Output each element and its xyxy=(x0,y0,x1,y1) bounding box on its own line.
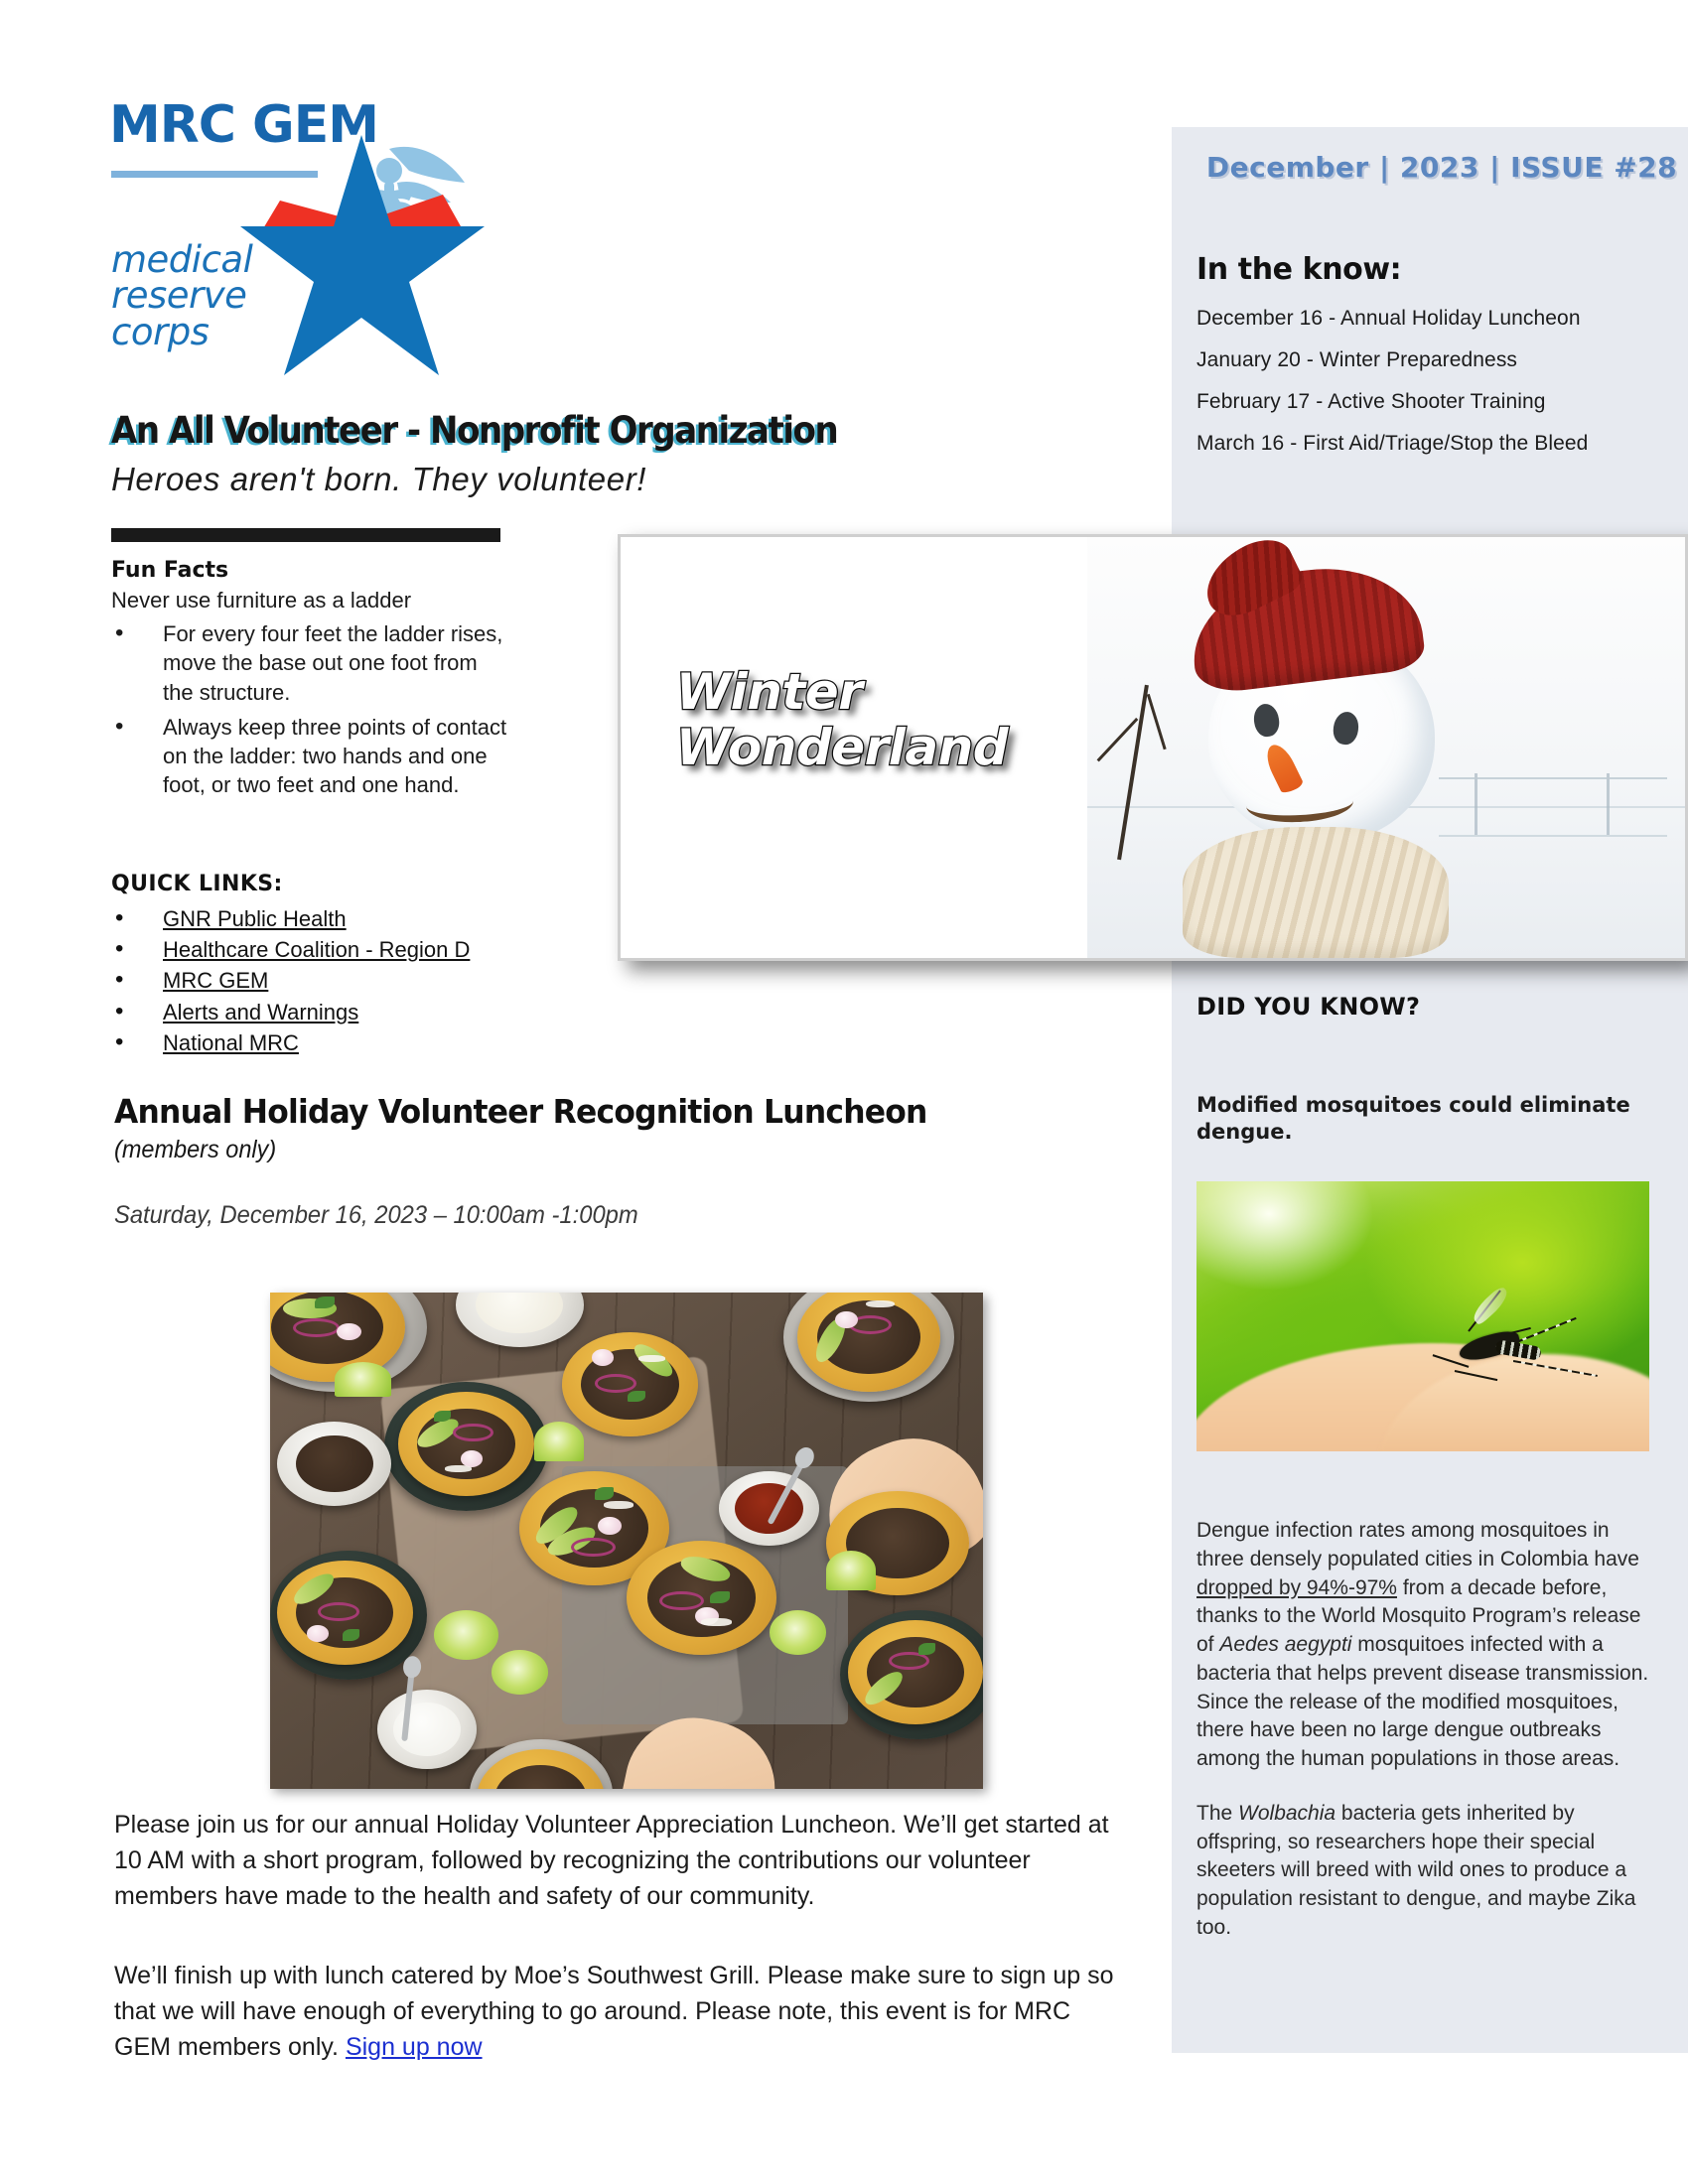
logo-subtext-line-3: corps xyxy=(111,310,210,353)
lime-wedge xyxy=(826,1551,876,1590)
queso-fresco xyxy=(476,1293,563,1333)
tostada xyxy=(398,1392,533,1496)
luncheon-heading: Annual Holiday Volunteer Recognition Luncheon xyxy=(114,1092,927,1131)
radish-slice xyxy=(598,1517,622,1535)
meat-bowl xyxy=(277,1422,391,1506)
list-item xyxy=(111,934,528,965)
dyk-paragraph-2 xyxy=(1196,1800,1653,1943)
cilantro xyxy=(343,1629,360,1641)
red-salsa xyxy=(735,1483,802,1534)
list-item: • Always keep three points of contact on the ladder: two hands and one foot, or two feet and one hand. xyxy=(111,713,508,800)
did-you-know-subheading: Modified mosquitoes could eliminate dengue. xyxy=(1196,1093,1630,1144)
logo-subtext xyxy=(111,238,253,353)
radish-slice xyxy=(592,1349,614,1366)
pickled-onion xyxy=(595,1374,635,1393)
crema-drizzle xyxy=(638,1355,665,1362)
luncheon-paragraph-2-text: We’ll finish up with lunch catered by Moe’s Southwest Grill. Please make sure to sign up so that we will have enough of everything to go around. Please note, this event is for MRC GEM members only. xyxy=(114,1962,1114,2061)
salsa-bowl xyxy=(719,1471,819,1546)
crema-drizzle xyxy=(604,1501,633,1509)
list-item xyxy=(111,1027,528,1058)
logo-wordmark: MRC GEM xyxy=(109,95,379,155)
dyk-p1-part2: from a decade before, thanks to the World Mosquito Program’s release of xyxy=(1196,1575,1641,1657)
crema-drizzle xyxy=(866,1300,895,1308)
lime-wedge xyxy=(534,1422,584,1461)
radish-slice xyxy=(461,1450,483,1467)
event-item: December 16 - Annual Holiday Luncheon xyxy=(1196,307,1581,330)
list-item: • For every four feet the ladder rises, move the base out one foot from the structure. xyxy=(111,619,508,707)
snowman-twig-arm xyxy=(1117,685,1149,860)
in-the-know-heading: In the know: xyxy=(1196,252,1402,287)
luncheon-paragraph-2 xyxy=(114,1958,1127,2065)
luncheon-food-photo xyxy=(270,1293,983,1789)
winter-wonderland-banner xyxy=(618,534,1688,961)
lime-slice xyxy=(434,1610,498,1660)
logo-subtext-line-1: medical xyxy=(111,238,253,281)
lime-wedge xyxy=(335,1362,391,1397)
quick-link-gnr-public-health[interactable]: GNR Public Health xyxy=(163,906,347,931)
pickled-onion xyxy=(453,1424,493,1442)
event-item: January 20 - Winter Preparedness xyxy=(1196,348,1518,371)
fun-facts-list xyxy=(111,619,508,806)
bean-topping xyxy=(494,1765,587,1789)
dengue-drop-link[interactable]: dropped by 94%-97% xyxy=(1196,1575,1397,1599)
luncheon-date: Saturday, December 16, 2023 – 10:00am -1:00pm xyxy=(114,1201,638,1229)
wolbachia-italic: Wolbachia xyxy=(1238,1801,1336,1825)
radish-slice xyxy=(835,1311,858,1329)
luncheon-paragraph-1: Please join us for our annual Holiday Volunteer Appreciation Luncheon. We’ll get started at 10 AM with a short program, followed by recognizing the contributions our volunteer members have made to the health and safety of our community. xyxy=(114,1811,1109,1910)
event-item: February 17 - Active Shooter Training xyxy=(1196,390,1546,413)
fun-facts-heading: Fun Facts xyxy=(111,558,229,583)
dyk-p1-part1: Dengue infection rates among mosquitoes in three densely populated cities in Colombia have xyxy=(1196,1519,1639,1570)
pickled-onion xyxy=(318,1602,358,1621)
section-divider-rule xyxy=(111,528,500,542)
logo-subtext-line-2: reserve xyxy=(111,274,247,318)
winter-banner-title xyxy=(676,664,1008,775)
dyk-p2-part2: bacteria gets inherited by offspring, so researchers hope their special skeeters will breed with wild ones to produce a population resistant to dengue, and maybe Zika too. xyxy=(1196,1801,1636,1939)
luncheon-subheading: (members only) xyxy=(114,1136,277,1163)
quick-link-national-mrc[interactable]: National MRC xyxy=(163,1029,299,1055)
pickled-onion xyxy=(571,1538,616,1558)
page-subtitle: Heroes aren't born. They volunteer! xyxy=(111,461,647,497)
list-item xyxy=(111,997,528,1027)
tostada xyxy=(627,1541,776,1655)
did-you-know-body xyxy=(1196,1517,1653,1969)
list-item xyxy=(111,903,528,934)
page-title: An All Volunteer - Nonprofit Organization xyxy=(111,409,838,452)
issue-line: December | 2023 | ISSUE #28 xyxy=(1205,151,1678,184)
quick-link-alerts-and-warnings[interactable]: Alerts and Warnings xyxy=(163,999,359,1024)
tostada xyxy=(848,1620,983,1724)
lime-slice xyxy=(770,1610,826,1655)
radish-slice xyxy=(307,1625,329,1642)
snowman-photo xyxy=(1087,537,1685,958)
dyk-paragraph-1 xyxy=(1196,1517,1653,1774)
did-you-know-heading: DID YOU KNOW? xyxy=(1196,993,1421,1021)
in-the-know-list xyxy=(1196,308,1663,475)
mosquito-photo xyxy=(1196,1181,1649,1451)
quick-link-mrc-gem[interactable]: MRC GEM xyxy=(163,968,269,994)
snowman-scarf xyxy=(1183,827,1449,958)
cilantro xyxy=(628,1391,645,1403)
crema-bowl xyxy=(377,1690,478,1769)
sign-up-now-link[interactable]: Sign up now xyxy=(345,2033,483,2061)
crema-drizzle xyxy=(701,1618,731,1626)
event-item: March 16 - First Aid/Triage/Stop the Bleed xyxy=(1196,432,1589,455)
crema-drizzle xyxy=(445,1465,472,1472)
lime-slice xyxy=(492,1650,548,1695)
quick-links-heading: QUICK LINKS: xyxy=(111,872,283,896)
quick-links-list xyxy=(111,903,528,1058)
mrc-gem-logo xyxy=(99,83,506,381)
cilantro xyxy=(595,1487,615,1500)
seasoned-beef xyxy=(296,1435,373,1493)
fun-facts-lead: Never use furniture as a ladder xyxy=(111,588,412,613)
tostada xyxy=(277,1561,412,1665)
winter-banner-title-line-1: Winter xyxy=(676,663,863,721)
dyk-p2-part1: The xyxy=(1196,1801,1239,1825)
cilantro xyxy=(918,1643,936,1655)
snow-fence xyxy=(1439,777,1667,837)
aedes-aegypti-italic: Aedes aegypti xyxy=(1219,1633,1352,1657)
quick-link-healthcare-coalition[interactable]: Healthcare Coalition - Region D xyxy=(163,937,471,963)
star-caduceus-icon xyxy=(240,131,485,377)
tostada xyxy=(562,1332,697,1436)
winter-banner-title-line-2: Wonderland xyxy=(676,719,1008,776)
list-item xyxy=(111,965,528,996)
dyk-p1-part3: mosquitoes infected with a bacteria that helps prevent disease transmission. Since the release of the modified mosquitoes, there have been no large dengue outbreaks among the human populations in those areas. xyxy=(1196,1633,1649,1771)
